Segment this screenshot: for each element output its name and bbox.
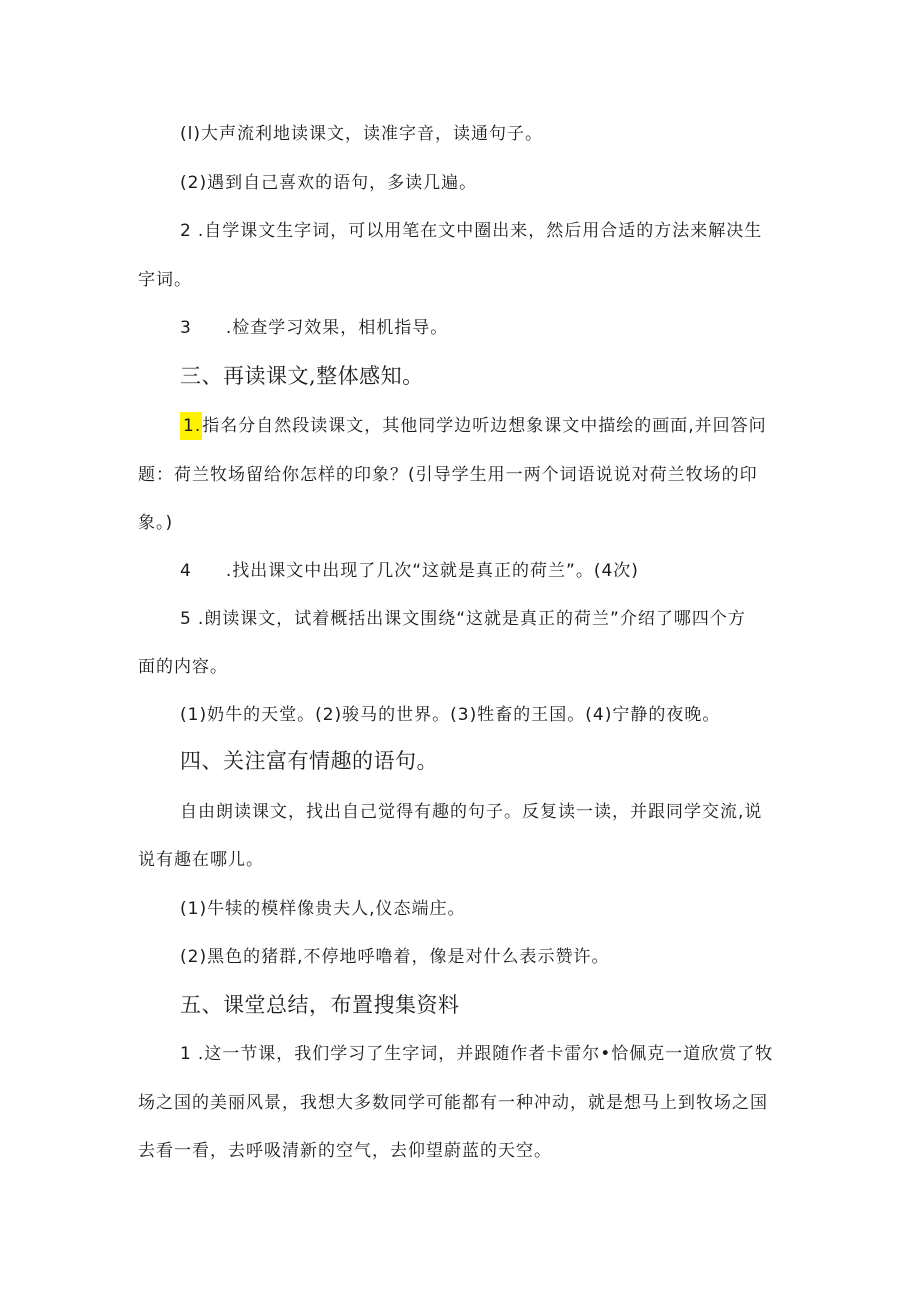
section-3-item-4: [180, 559, 639, 583]
section-5-item-1-end: 去看一看，去呼吸清新的空气，去仰望蔚蓝的天空。: [138, 1141, 552, 1161]
item-text: .检查学习效果，相机指导。: [225, 318, 449, 338]
item-text: .朗读课文，试着概括出课文围绕“这就是真正的荷兰”介绍了哪四个方: [197, 609, 746, 629]
item-number: 5: [180, 609, 192, 629]
self-study-item-3: [180, 316, 448, 340]
item-text: .自学课文生字词，可以用笔在文中圈出来，然后用合适的方法来解决生: [197, 221, 763, 241]
section-4-intro: 自由朗读课文，找出自己觉得有趣的句子。反复读一读，并跟同学交流,说: [180, 802, 763, 822]
item-number: 2: [180, 221, 192, 241]
item-number: 3: [180, 318, 192, 338]
item-text: .这一节课，我们学习了生字词，并跟随作者卡雷尔•恰佩克一道欣赏了牧: [197, 1044, 774, 1064]
reading-step-1: (l)大声流利地读课文，读准字音，读通句子。: [180, 124, 543, 144]
section-4-intro-continued: 说有趣在哪儿。: [138, 850, 264, 870]
section-3-item-5: [180, 607, 746, 631]
section-5-item-1-continued: 场之国的美丽风景，我想大多数同学可能都有一种冲动，就是想马上到牧场之国: [138, 1093, 768, 1113]
section-3-item-1: [180, 414, 767, 438]
section-3-item-1-end: 象。): [138, 513, 174, 533]
item-number: 1: [180, 1044, 192, 1064]
section-4-example-1: (1)牛犊的模样像贵夫人,仪态端庄。: [180, 899, 466, 919]
section-5-item-1: [180, 1042, 773, 1066]
item-text: 指名分自然段读课文，其他同学边听边想象课文中描绘的画面,并回答问: [202, 416, 767, 436]
section-3-answer: (1)奶牛的天堂。(2)骏马的世界。(3)牲畜的王国。(4)宁静的夜晚。: [180, 705, 721, 725]
highlighted-item-marker: 1.: [180, 412, 202, 440]
section-4-heading: 四、关注富有情趣的语句。: [180, 749, 438, 773]
section-3-heading: 三、再读课文,整体感知。: [180, 364, 424, 388]
reading-step-2: (2)遇到自己喜欢的语句，多读几遍。: [180, 173, 478, 193]
section-3-item-1-continued: 题：荷兰牧场留给你怎样的印象？(引导学生用一两个词语说说对荷兰牧场的印: [138, 465, 758, 485]
self-study-item-2-continued: 字词。: [138, 270, 192, 290]
self-study-item-2: [180, 219, 762, 243]
section-5-heading: 五、课堂总结，布置搜集资料: [180, 993, 460, 1017]
item-number: 4: [180, 561, 192, 581]
section-4-example-2: (2)黑色的猪群,不停地呼噜着，像是对什么表示赞许。: [180, 947, 610, 967]
item-text: .找出课文中出现了几次“这就是真正的荷兰”。(4次): [225, 561, 639, 581]
section-3-item-5-continued: 面的内容。: [138, 657, 228, 677]
